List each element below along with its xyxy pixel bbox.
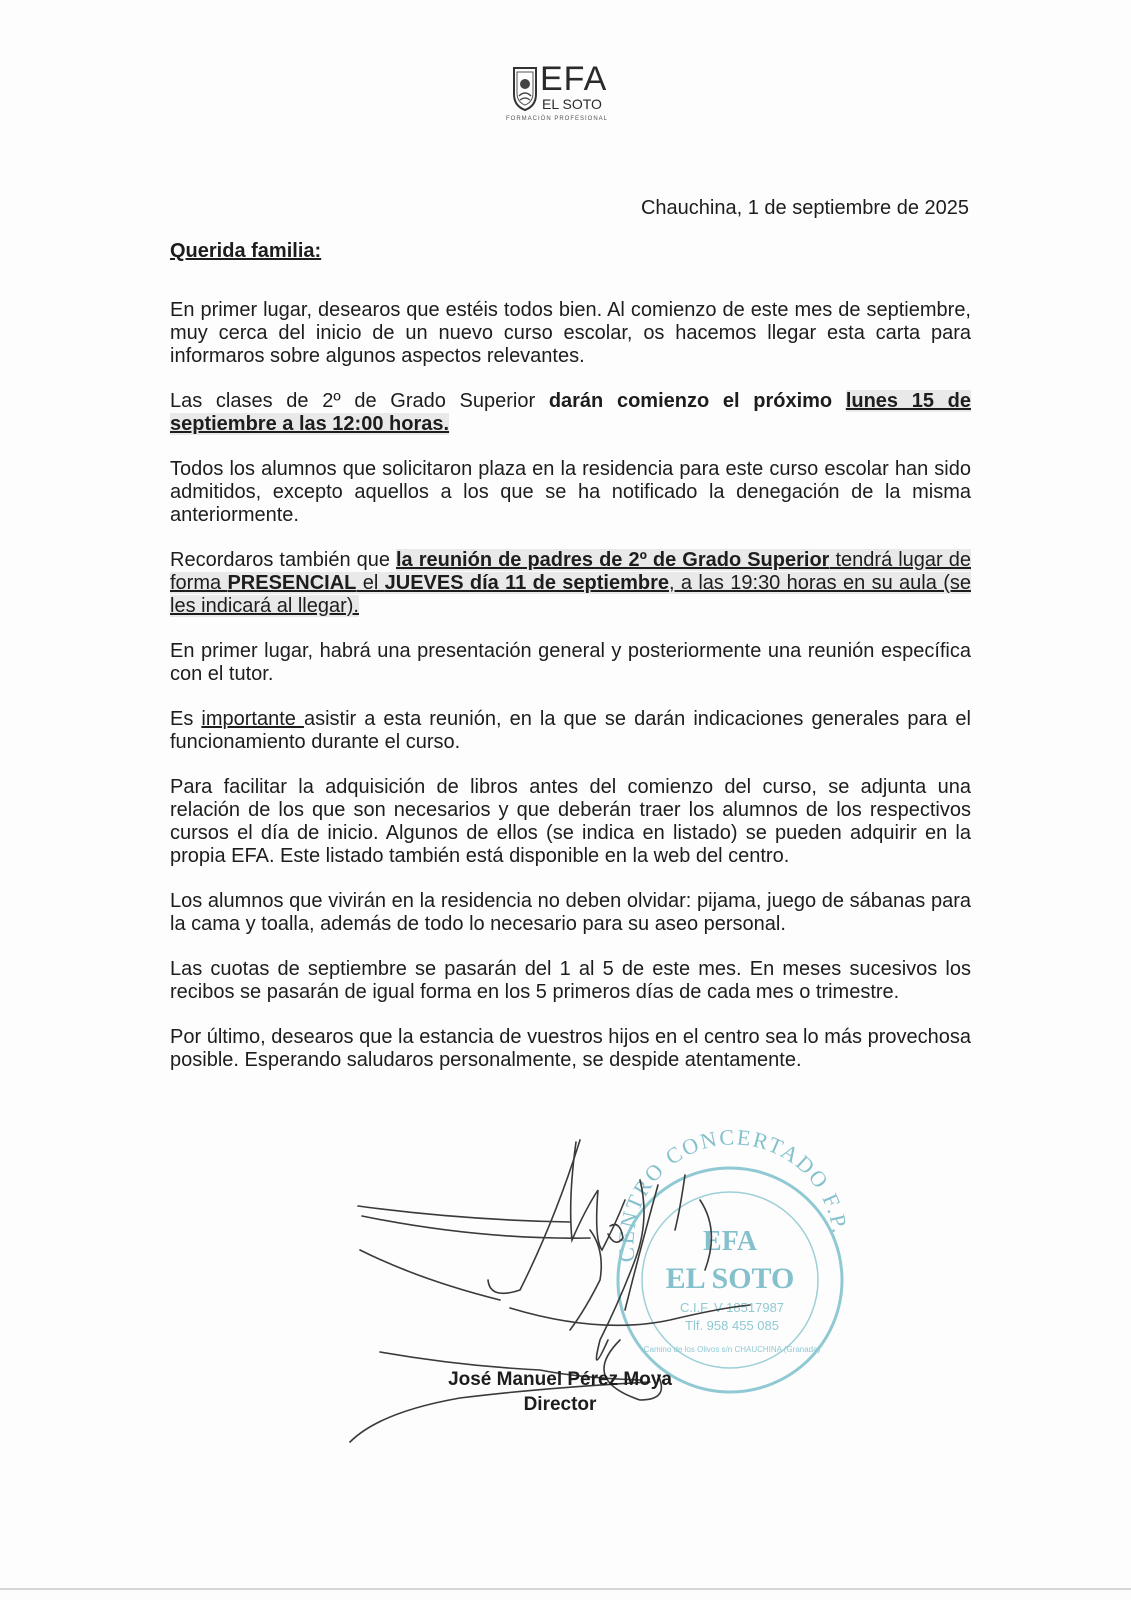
stamp-cif: C.I.F. V-18517987	[679, 1300, 785, 1315]
text-run: Las clases de 2º de Grado Superior	[170, 390, 549, 412]
meeting-highlight: la reunión de padres de 2º de Grado Superior	[396, 549, 830, 571]
text-run-underlined: el	[356, 572, 385, 594]
logo-sub-text: EL SOTO	[542, 96, 602, 112]
paragraph-closing: Por último, desearos que la estancia de vuestros hijos en el centro sea lo más provechosa posible. Esperando saludaros personalmente, se despide atentamente.	[170, 1026, 971, 1071]
signature-area	[340, 1130, 860, 1470]
paragraph-books: Para facilitar la adquisición de libros antes del comienzo del curso, se adjunta una relación de los que son necesarios y que deberán traer los alumnos de los respectivos cursos el día de inicio. Algunos de ellos (se indica en listado) se pueden adquirir en la propia EFA. Este listado también está disponible en la web del centro.	[170, 776, 971, 867]
school-stamp	[613, 1130, 853, 1392]
signer-name: José Manuel Pérez Moya	[448, 1369, 672, 1390]
scan-edge-line	[0, 1588, 1131, 1590]
meeting-date-highlight: JUEVES día 11 de septiembre	[384, 572, 669, 594]
logo-tagline: FORMACIÓN PROFESIONAL	[506, 116, 609, 122]
paragraph-presentation: En primer lugar, habrá una presentación general y posteriormente una reunión específica con el tutor.	[170, 640, 971, 685]
text-run: asistir a esta reunión, en la que se darán indicaciones generales para el funcionamiento durante el curso.	[170, 708, 971, 753]
paragraph-start-date	[170, 390, 971, 436]
logo-main-text: EFA	[540, 60, 608, 98]
paragraph-meeting	[170, 549, 971, 618]
text-run: Es	[170, 708, 202, 730]
text-run: Recordaros también que	[170, 549, 396, 571]
paragraph-importance	[170, 708, 971, 754]
text-run-underlined: , a las 19:30 horas en su aula (se les indicará al llegar).	[170, 572, 971, 617]
stamp-phone: Tlf. 958 455 085	[685, 1318, 779, 1333]
signer-block	[420, 1367, 700, 1417]
text-run-underlined: tendrá lugar de forma	[170, 549, 971, 594]
stamp-ring-text: CENTRO CONCERTADO F.P.	[613, 1130, 853, 1264]
text-run-bold: darán comienzo el próximo	[548, 390, 846, 412]
paragraph-residence-items: Los alumnos que vivirán en la residencia no deben olvidar: pijama, juego de sábanas para la cama y toalla, además de todo lo necesario para su aseo personal.	[170, 890, 971, 935]
date-line: Chauchina, 1 de septiembre de 2025	[640, 197, 969, 219]
important-underlined: importante	[201, 708, 304, 730]
salutation: Querida familia:	[170, 240, 322, 262]
stamp-name-top: EFA	[703, 1226, 757, 1257]
presencial-highlight: PRESENCIAL	[227, 572, 357, 594]
letter-body	[170, 240, 971, 1094]
stamp-address: Camino de los Olivos s/n CHAUCHINA (Granada)	[643, 1345, 821, 1354]
paragraph-fees: Las cuotas de septiembre se pasarán del 1 al 5 de este mes. En meses sucesivos los recibos se pasarán de igual forma en los 5 primeros días de cada mes o trimestre.	[170, 958, 971, 1003]
stamp-name-bottom: EL SOTO	[665, 1262, 795, 1295]
paragraph-intro: En primer lugar, desearos que estéis todos bien. Al comienzo de este mes de septiembre, muy cerca del inicio de un nuevo curso escolar, os hacemos llegar esta carta para informaros sobre algunos aspectos relevantes.	[170, 299, 971, 367]
efa-logo	[506, 60, 622, 130]
signer-title: Director	[523, 1394, 597, 1415]
paragraph-residence: Todos los alumnos que solicitaron plaza en la residencia para este curso escolar han sido admitidos, excepto aquellos a los que se ha notificado la denegación de la misma anteriormente.	[170, 458, 971, 526]
start-date-highlight: lunes 15 de septiembre a las 12:00 horas.	[170, 390, 971, 435]
